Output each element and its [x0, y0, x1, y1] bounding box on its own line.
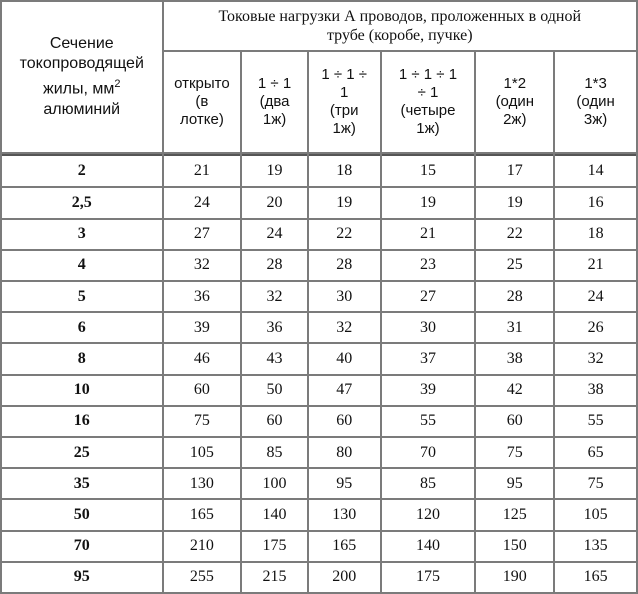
table-cell: 22	[309, 220, 380, 249]
table-cell: 80	[309, 438, 380, 467]
table-cell: 14	[555, 154, 636, 186]
table-row	[2, 220, 636, 249]
header-col-three-line-1: 1 ÷ 1 ÷	[321, 66, 368, 83]
row-section: 3	[2, 220, 162, 249]
header-col-one-2core	[476, 52, 553, 152]
row-section: 5	[2, 282, 162, 311]
table-cell: 32	[555, 344, 636, 373]
header-col-one-2core-line-2: (один	[495, 93, 534, 110]
header-section-line-2: токопроводящей	[19, 55, 144, 73]
header-col-three-line-3: (три	[329, 102, 359, 119]
table-row	[2, 313, 636, 342]
table-cell: 21	[555, 251, 636, 280]
header-col-open-line-3: лотке)	[179, 111, 224, 128]
row-section: 8	[2, 344, 162, 373]
table-cell: 65	[555, 438, 636, 467]
header-section-material: алюминий	[43, 100, 121, 118]
table-cell: 130	[164, 469, 241, 498]
header-col-one-3core-line-3: 3ж)	[583, 111, 608, 128]
table-cell: 20	[242, 188, 307, 217]
table-cell: 140	[382, 532, 475, 561]
table-cell: 130	[309, 500, 380, 529]
row-section: 2	[2, 154, 162, 186]
row-section: 4	[2, 251, 162, 280]
row-section: 50	[2, 500, 162, 529]
table-row	[2, 407, 636, 436]
header-col-four-line-1: 1 ÷ 1 ÷ 1	[398, 66, 458, 83]
table-cell: 70	[382, 438, 475, 467]
row-section: 25	[2, 438, 162, 467]
header-group-title	[164, 2, 636, 50]
table-row	[2, 154, 636, 186]
table-cell: 175	[242, 532, 307, 561]
header-col-two-line-1: 1 ÷ 1	[257, 75, 292, 92]
table-cell: 85	[382, 469, 475, 498]
header-col-one-3core-line-1: 1*3	[584, 75, 607, 92]
table-cell: 22	[476, 220, 553, 249]
table-cell: 120	[382, 500, 475, 529]
header-col-four-line-2: ÷ 1	[417, 84, 439, 101]
table-cell: 255	[164, 563, 241, 592]
table-cell: 190	[476, 563, 553, 592]
table-cell: 15	[382, 154, 475, 186]
table-cell: 36	[164, 282, 241, 311]
table-cell: 19	[382, 188, 475, 217]
table-cell: 135	[555, 532, 636, 561]
table-cell: 125	[476, 500, 553, 529]
table-row	[2, 251, 636, 280]
header-col-four-line-3: (четыре	[400, 102, 456, 119]
table-cell: 28	[242, 251, 307, 280]
table-cell: 28	[476, 282, 553, 311]
table-row	[2, 532, 636, 561]
header-col-open-line-1: открыто	[174, 75, 230, 92]
header-col-two-line-2: (два	[259, 93, 290, 110]
row-section: 2,5	[2, 188, 162, 217]
table-cell: 60	[242, 407, 307, 436]
table-cell: 19	[476, 188, 553, 217]
table-row	[2, 344, 636, 373]
table-cell: 26	[555, 313, 636, 342]
table-cell: 215	[242, 563, 307, 592]
table-cell: 19	[309, 188, 380, 217]
row-section: 95	[2, 563, 162, 592]
header-col-three	[309, 52, 380, 152]
table-cell: 75	[164, 407, 241, 436]
header-col-three-line-4: 1ж)	[332, 120, 356, 137]
table-cell: 85	[242, 438, 307, 467]
table-cell: 24	[164, 188, 241, 217]
table-cell: 200	[309, 563, 380, 592]
table-cell: 17	[476, 154, 553, 186]
table-cell: 38	[476, 344, 553, 373]
table-cell: 27	[164, 220, 241, 249]
header-section-line-1: Сечение	[49, 35, 114, 53]
header-col-one-3core-line-2: (один	[576, 93, 615, 110]
row-section: 16	[2, 407, 162, 436]
table-cell: 27	[382, 282, 475, 311]
row-section: 70	[2, 532, 162, 561]
table-cell: 150	[476, 532, 553, 561]
table-cell: 105	[164, 438, 241, 467]
table-row	[2, 563, 636, 592]
table-cell: 32	[309, 313, 380, 342]
row-section: 6	[2, 313, 162, 342]
header-col-one-2core-line-3: 2ж)	[503, 111, 527, 128]
table-cell: 75	[476, 438, 553, 467]
table-cell: 100	[242, 469, 307, 498]
table-cell: 55	[555, 407, 636, 436]
header-section	[2, 2, 162, 152]
table-cell: 21	[164, 154, 241, 186]
table-cell: 38	[555, 376, 636, 405]
header-col-four-line-4: 1ж)	[416, 120, 440, 137]
header-col-one-2core-line-1: 1*2	[503, 75, 527, 92]
header-col-two	[242, 52, 307, 152]
table-cell: 165	[309, 532, 380, 561]
table-row	[2, 500, 636, 529]
header-section-line-3: жилы, мм	[43, 80, 115, 98]
table-cell: 42	[476, 376, 553, 405]
table-cell: 95	[476, 469, 553, 498]
header-col-open	[164, 52, 241, 152]
table-row	[2, 188, 636, 217]
header-group-title-line-1: Токовые нагрузки А проводов, проложенных в одной	[218, 8, 582, 25]
table-cell: 43	[242, 344, 307, 373]
table-cell: 32	[242, 282, 307, 311]
header-col-one-3core	[555, 52, 636, 152]
header-col-four	[382, 52, 475, 152]
table-cell: 36	[242, 313, 307, 342]
header-group-title-line-2: трубе (коробе, пучке)	[326, 27, 473, 44]
header-col-open-line-2: (в	[195, 93, 209, 110]
table-cell: 165	[164, 500, 241, 529]
table-cell: 30	[382, 313, 475, 342]
table-cell: 210	[164, 532, 241, 561]
table-cell: 31	[476, 313, 553, 342]
table-cell: 46	[164, 344, 241, 373]
table-cell: 60	[309, 407, 380, 436]
table-cell: 16	[555, 188, 636, 217]
table-cell: 55	[382, 407, 475, 436]
header-section-sup: 2	[114, 78, 121, 91]
table-cell: 30	[309, 282, 380, 311]
table-cell: 95	[309, 469, 380, 498]
table-cell: 165	[555, 563, 636, 592]
table-cell: 47	[309, 376, 380, 405]
table-cell: 24	[242, 220, 307, 249]
table-cell: 60	[476, 407, 553, 436]
table-cell: 50	[242, 376, 307, 405]
table-cell: 18	[555, 220, 636, 249]
table-body	[2, 154, 636, 592]
table-cell: 25	[476, 251, 553, 280]
table-cell: 39	[382, 376, 475, 405]
table-cell: 37	[382, 344, 475, 373]
table-cell: 175	[382, 563, 475, 592]
table-cell: 140	[242, 500, 307, 529]
table-row	[2, 376, 636, 405]
table-cell: 39	[164, 313, 241, 342]
header-col-two-line-3: 1ж)	[262, 111, 287, 128]
table-row	[2, 469, 636, 498]
table-cell: 32	[164, 251, 241, 280]
table-row	[2, 282, 636, 311]
table-cell: 105	[555, 500, 636, 529]
header-col-three-line-2: 1	[340, 84, 349, 101]
row-section: 35	[2, 469, 162, 498]
table-cell: 24	[555, 282, 636, 311]
table-cell: 18	[309, 154, 380, 186]
table-cell: 40	[309, 344, 380, 373]
table-row	[2, 438, 636, 467]
table-cell: 21	[382, 220, 475, 249]
table-cell: 23	[382, 251, 475, 280]
table-cell: 28	[309, 251, 380, 280]
table-cell: 19	[242, 154, 307, 186]
row-section: 10	[2, 376, 162, 405]
table-cell: 60	[164, 376, 241, 405]
table-cell: 75	[555, 469, 636, 498]
